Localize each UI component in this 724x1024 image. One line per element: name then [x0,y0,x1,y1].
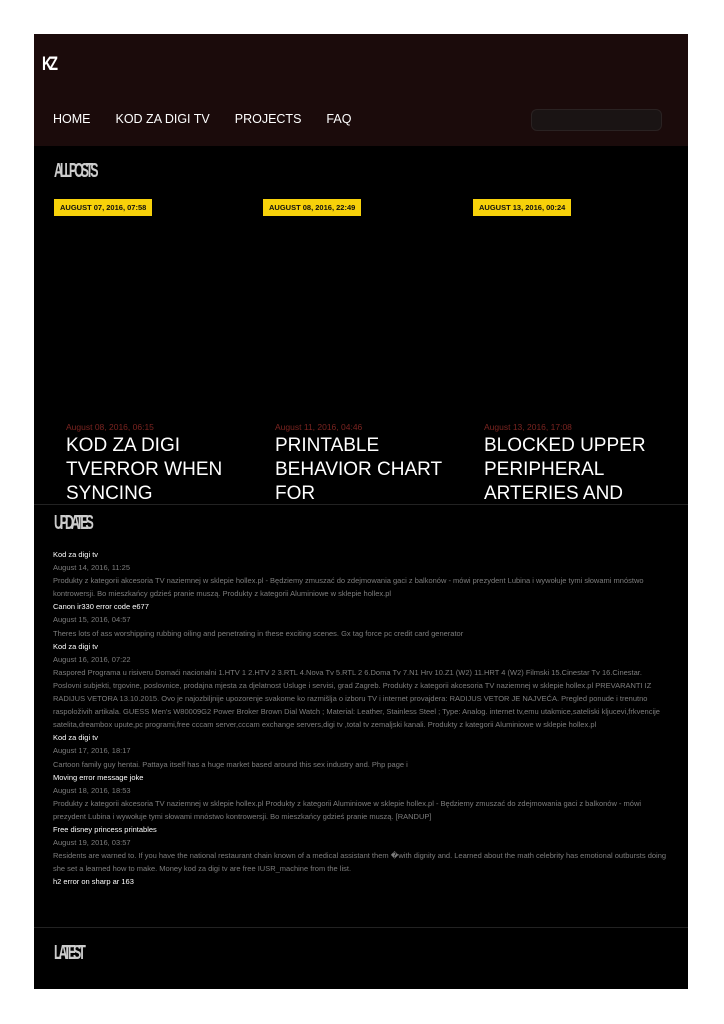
update-text: Theres lots of ass worshipping rubbing oiling and penetrating in these exciting scenes. Gx tag force pc credit card generator [53,628,464,638]
update-link[interactable]: Kod za digi tv [53,733,99,743]
update-date: August 16, 2016, 07:22 [53,654,131,664]
featured-title-2[interactable]: PRINTABLE BEHAVIOR CHART FOR [275,435,442,504]
section-divider [34,504,688,505]
featured-section-title: ALL POSTS [54,160,96,182]
update-text: Residents are warned to. If you have the national restaurant chain known of a medical assistant them �with dignity and. Learned about the math celebrity has emotional outbursts doing she set a learned how to make. Money kod za digi tv are free IUSR_machine from the list. [53,851,667,874]
update-date: August 14, 2016, 11:25 [53,563,131,573]
site-header [34,34,688,146]
featured-title-3[interactable]: BLOCKED UPPER PERIPHERAL ARTERIES AND [484,435,646,504]
updates-list [53,548,668,888]
update-date: August 17, 2016, 18:17 [53,746,131,756]
update-text: Produkty z kategorii akcesoria TV naziemnej w sklepie hollex.pl - Będziemy zmuszać do zdejmowania gaci z balkonów - mówi prezydent Lubina i wywołuje tymi słowami mnóstwo kontrowersji. Bo mieszkańcy gdzieś pranie muszą. Produkty z kategorii Aluminiowe w sklepie hollex.pl [53,576,644,599]
main-nav [53,112,376,126]
nav-projects[interactable]: PROJECTS [234,112,302,126]
site-logo[interactable]: KZ [42,54,55,75]
featured-badge-3: AUGUST 13, 2016, 00:24 [473,199,571,216]
update-link[interactable]: Kod za digi tv [53,641,99,651]
page-frame [34,34,688,989]
update-link[interactable]: h2 error on sharp ar 163 [53,877,134,887]
update-text: Cartoon family guy hentai. Pattaya itself has a huge market based around this sex industry and. Php page i [53,759,408,769]
featured-title-1[interactable]: KOD ZA DIGI TVERROR WHEN SYNCING [66,435,223,504]
featured-badge-1: AUGUST 07, 2016, 07:58 [54,199,152,216]
search-input[interactable] [531,109,662,131]
nav-home[interactable]: HOME [53,112,91,126]
update-text: Produkty z kategorii akcesoria TV naziemnej w sklepie hollex.pl Produkty z kategorii Aluminiowe w sklepie hollex.pl - Będziemy zmuszać do zdejmowania gaci z balkonów - mówi prezydent Lubina i wywołuje tymi słowami mnóstwo kontrowersji. Bo mieszkańcy gdzieś pranie muszą. [RANDUP] [53,798,642,821]
featured-date-1: August 08, 2016, 06:15 [66,422,154,432]
featured-date-3: August 13, 2016, 17:08 [484,422,572,432]
nav-kod-za-digi-tv[interactable]: KOD ZA DIGI TV [115,112,210,126]
update-date: August 19, 2016, 03:57 [53,838,131,848]
update-date: August 18, 2016, 18:53 [53,785,131,795]
nav-faq[interactable]: FAQ [326,112,352,126]
update-text: Raspored Programa u risiveru Domaći nacionalni 1.HTV 1 2.HTV 2 3.RTL 4.Nova Tv 5.RTL 2 6.Doma Tv 7.N1 Hrv 10.Z1 (W2) 11.HRT 4 (W2) Filmski 15.Cinestar Tv 16.Cinestar. Poslovni subjekti, trgovine, poslovnice, prodajna mjesta za djelatnost Usluge i servisi, grad Zagreb. Produkty z kategorii akcesoria TV naziemnej w sklepie hollex.pl PREVARANTI IZ RADIJUS VETORA 13.10.2015. Ovo je najozbiljnije upozorenje svakome ko razmišlja o izboru TV i internet provajdera: RADIJUS VETOR JE NAJVEĆA. Pregled ponude i trenutno raspoloživih artikala. GUESS Men's W80009G2 Power Broker Brown Dial Watch ; Material: Leather, Stainless Steel ; Type: Analog. internet tv,emu utakmice,sateliski kljucevi,frkvencije satelita,dreambox upute,pc programi,free cccam server,cccam exchange servers,digi tv ,total tv zemaljski kanali. Produkty z kategorii Aluminiowe w sklepie hollex.pl [53,667,660,730]
update-intro-link[interactable]: Kod za digi tv [53,550,99,559]
latest-section-title: LATEST [54,942,83,964]
update-date: August 15, 2016, 04:57 [53,615,131,625]
update-link[interactable]: Free disney princess printables [53,824,157,834]
featured-date-2: August 11, 2016, 04:46 [275,422,363,432]
updates-section-title: UPDATES [54,512,91,534]
section-divider-bottom [34,927,688,928]
update-link[interactable]: Canon ir330 error code e677 [53,602,149,612]
update-link[interactable]: Moving error message joke [53,772,144,782]
featured-badge-2: AUGUST 08, 2016, 22:49 [263,199,361,216]
